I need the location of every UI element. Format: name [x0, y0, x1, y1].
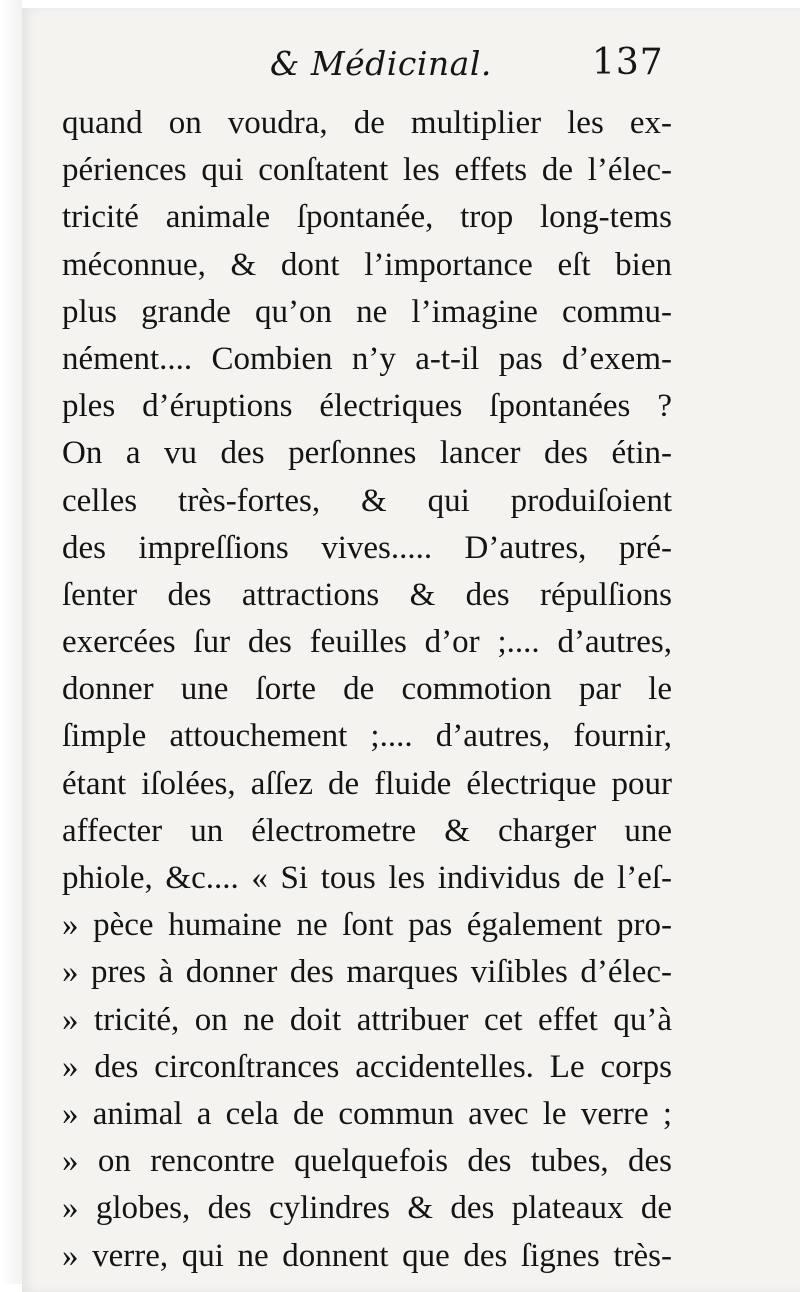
text-line: ſimple attouchement ;.... d’autres, fournir,: [62, 718, 672, 755]
text-line: celles très-fortes, & qui produiſoient: [62, 482, 672, 519]
text-line: plus grande qu’on ne l’imagine commu-: [62, 293, 672, 330]
quoted-line: » des circonſtrances accidentelles. Le corps: [62, 1048, 672, 1085]
text-line: affecter un électrometre & charger une: [62, 812, 672, 849]
text-line: ſenter des attractions & des répulſions: [62, 576, 672, 613]
text-line: tricité animale ſpontanée, trop long-tems: [62, 199, 672, 236]
text-line: quand on voudra, de multiplier les ex-: [62, 105, 672, 141]
text-line: des impreſſions vives..... D’autres, pré-: [62, 529, 672, 566]
text-line: exercées ſur des feuilles d’or ;.... d’autres,: [62, 624, 672, 661]
running-title: & Médicinal.: [270, 44, 492, 83]
body-text: [62, 100, 672, 1280]
page-header: [0, 38, 800, 88]
text-line: ples d’éruptions électriques ſpontanées ?: [62, 388, 672, 425]
text-line: nément.... Combien n’y a-t-il pas d’exem-: [62, 340, 672, 377]
quoted-line: » pres à donner des marques viſibles d’élec-: [62, 954, 672, 991]
text-line: On a vu des perſonnes lancer des étin-: [62, 435, 672, 472]
text-line: phiole, &c.... « Si tous les individus de l’eſ-: [62, 860, 672, 896]
text-line: méconnue, & dont l’importance eſt bien: [62, 246, 672, 283]
text-line: périences qui conſtatent les effets de l’élec-: [62, 152, 672, 189]
text-line: étant iſolées, aſſez de fluide électrique pour: [62, 765, 672, 802]
quoted-line: » on rencontre quelquefois des tubes, des: [62, 1143, 672, 1180]
quoted-line: » verre, qui ne donnent que des ſignes très-: [62, 1237, 672, 1274]
binding-edge: [0, 0, 22, 1284]
page-number: 137: [592, 42, 664, 83]
quoted-line: » pèce humaine ne ſont pas également pro-: [62, 907, 672, 944]
quoted-line: » globes, des cylindres & des plateaux de: [62, 1190, 672, 1227]
quoted-line: » tricité, on ne doit attribuer cet effet qu’à: [62, 1001, 672, 1038]
text-line: donner une ſorte de commotion par le: [62, 671, 672, 708]
quoted-line: » animal a cela de commun avec le verre ;: [62, 1095, 672, 1132]
